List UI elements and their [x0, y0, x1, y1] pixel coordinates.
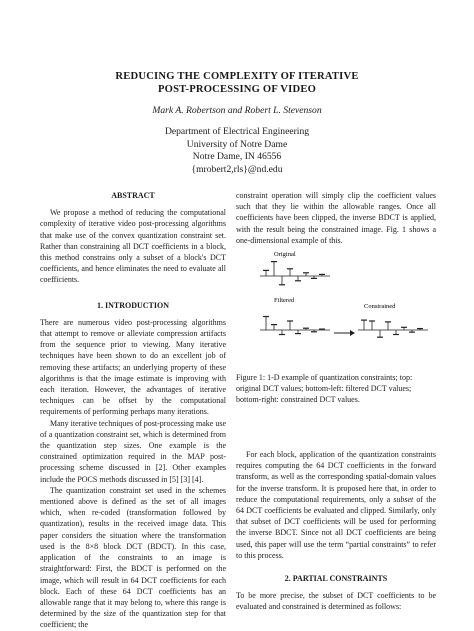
right-mid-text-c: of the 64 DCT coefficients be evaluated and clipped. Similarly, only that subset of DCT coefficients will be used for performing the inverse BDCT. Since not all DCT coefficients are being used, this paper will use the term “partial constraints” to refer to this process.	[236, 494, 437, 560]
arrow-icon	[334, 330, 355, 336]
plot-original	[260, 262, 330, 285]
partial-constraints-paragraph: To be more precise, the subset of DCT coefficients to be evaluated and constrained is determined as follows:	[236, 591, 436, 612]
right-top-paragraph: constraint operation will simply clip the coefficient values such that they lie within the allowable ranges. Once all coefficients have been clipped, the inverse BDCT is applied, with the result being the constrained image. Fig. 1 shows a one-dimensional example of this.	[236, 191, 436, 245]
right-column-bottom	[236, 449, 436, 613]
figure-1	[236, 248, 436, 368]
partial-constraints-heading: 2. PARTIAL CONSTRAINTS	[284, 574, 388, 584]
plot-constrained	[358, 320, 428, 337]
title-line-1: REDUCING THE COMPLEXITY OF ITERATIVE	[115, 71, 359, 82]
intro-paragraph-3: The quantization constraint set used in the schemes mentioned above is defined as the set of all images which, when re-coded (transformation followed by quantization), results in the received image data. This paper considers the situation where the transformation used is the 8×8 block DCT (BDCT). In this case, application of the constraints to an image is straightforward: First, the BDCT is performed on the image, which will result in 64 DCT coefficients for each block. Each of these 64 DCT coefficients has an allowable range that it may belong to, where this range is determined by the size of the quantization step for that coefficient; the	[40, 485, 226, 630]
right-mid-paragraph	[236, 449, 436, 561]
affiliation-email: {mrobert2,rls}@nd.edu	[191, 163, 283, 175]
figure-label-constrained: Constrained	[364, 303, 396, 310]
abstract-text: We propose a method of reducing the computational complexity of iterative video post-processing algorithms that make use of the convex quantization constraint set. Rather than constraining all DCT coefficients in a block, this method constrains only a subset of a block's DCT coefficients, and hence eliminates the need to evaluate all coefficients.	[40, 208, 226, 285]
figure-label-filtered: Filtered	[274, 297, 295, 304]
paper-title	[0, 70, 474, 96]
authors: Mark A. Robertson and Robert L. Stevenson	[152, 105, 322, 116]
title-line-2: POST-PROCESSING OF VIDEO	[157, 84, 317, 95]
right-column-top	[236, 190, 436, 246]
left-column	[40, 190, 226, 631]
figure-label-original: Original	[274, 251, 296, 258]
intro-heading: 1. INTRODUCTION	[96, 300, 169, 310]
affiliation-dept: Department of Electrical Engineering	[164, 126, 310, 137]
intro-paragraph-1: There are numerous video post-processing algorithms that attempt to remove or alleviate compression artifacts from the sequence prior to viewing. Many iterative techniques have been shown to do an excellent job of removing these artifacts; an underlying property of these algorithms is that the image estimate is improving with each iteration. However, the advantages of iterative techniques can be offset by the computational requirements of performing perhaps many iterations.	[40, 317, 226, 417]
abstract-heading: ABSTRACT	[111, 191, 155, 200]
affiliation	[0, 126, 474, 176]
right-mid-text-a: For each block, application of the quantization constraints requires computing the 64 DCT coefficients in the forward transform, as well as the corresponding spatial-domain values for the inverse transform. It is proposed here that, in order to reduce the computational requirements, only a	[236, 450, 436, 504]
plot-filtered	[260, 317, 330, 335]
figure-caption: Figure 1: 1-D example of quantization constraints; top: original DCT values; bottom-left: filtered DCT values; bottom-right: constrained DCT values.	[236, 373, 413, 405]
affiliation-univ: University of Notre Dame	[186, 138, 288, 150]
affiliation-city: Notre Dame, IN 46556	[192, 151, 282, 163]
intro-paragraph-2: Many iterative techniques of post-processing make use of a quantization constraint set, which is determined from the quantization step sizes. One example is the constrained optimization required in the MAP post-processing scheme discussed in [2]. Other examples include the POCS methods discussed in [5] [3] [4].	[40, 418, 226, 484]
right-mid-text-subset: subset	[393, 494, 414, 504]
